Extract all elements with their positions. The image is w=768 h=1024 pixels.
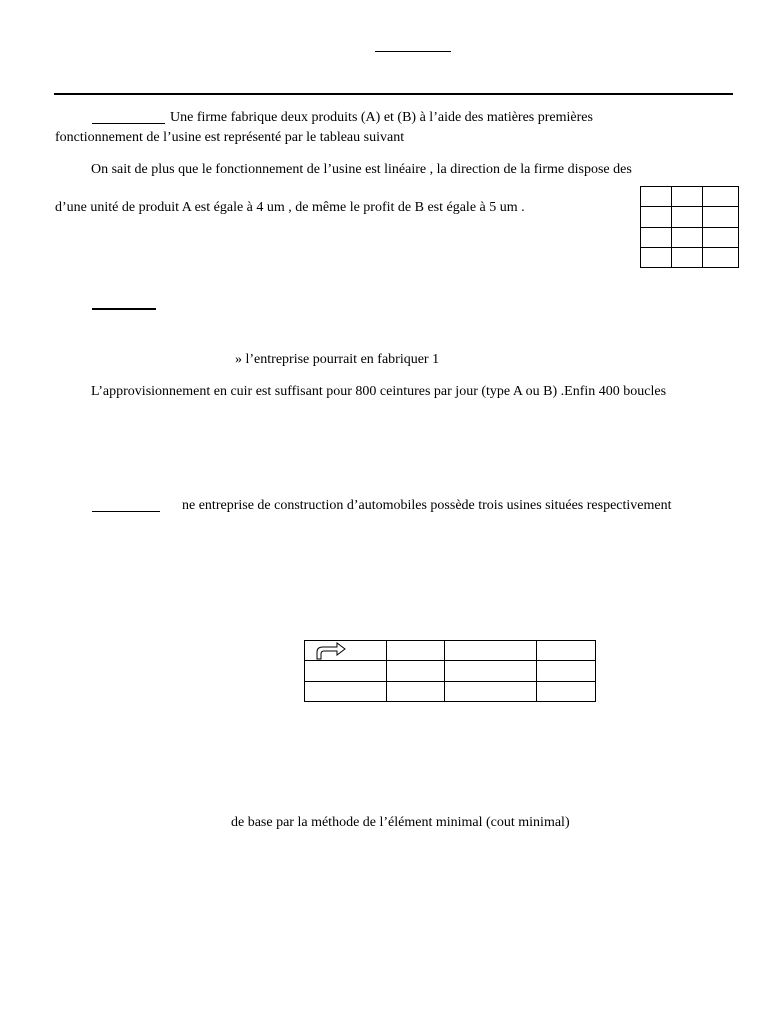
table-cell <box>672 247 703 267</box>
exercise3-intro: ne entreprise de construction d’automobiles possède trois usines situées respectivement <box>182 498 672 513</box>
table-cell <box>445 661 537 681</box>
table-cell <box>672 207 703 227</box>
table-cell <box>537 681 596 701</box>
table-cell <box>703 247 739 267</box>
table-row <box>641 187 739 207</box>
table-cell <box>641 227 672 247</box>
table-cell <box>703 187 739 207</box>
table-cell <box>672 227 703 247</box>
table-row <box>641 207 739 227</box>
table-cell <box>387 641 445 661</box>
table-cell <box>305 641 387 661</box>
transport-table <box>304 640 596 702</box>
exercise2-line2: L’approvisionnement en cuir est suffisant pour 800 ceintures par jour (type A ou B) .Enfin 400 boucles <box>91 384 667 399</box>
table-cell <box>305 681 387 701</box>
table-cell <box>537 641 596 661</box>
exercise3-footer: de base par la méthode de l’élément minimal (cout minimal) <box>231 815 570 830</box>
table-cell <box>703 207 739 227</box>
table-row <box>641 247 739 267</box>
table-cell <box>445 641 537 661</box>
resources-table <box>640 186 739 268</box>
table-row <box>305 681 596 701</box>
header-rule <box>54 93 733 95</box>
table-row <box>305 661 596 681</box>
curved-arrow-icon <box>315 642 347 665</box>
table-cell <box>445 681 537 701</box>
table-cell <box>537 661 596 681</box>
exercise1-paragraph2: d’une unité de produit A est égale à 4 um , de même le profit de B est égale à 5 um . <box>55 200 525 215</box>
exercise1-label-blank <box>92 123 165 124</box>
table-cell <box>387 681 445 701</box>
exercise2-line1: » l’entreprise pourrait en fabriquer 1 <box>235 352 440 367</box>
table-cell <box>387 661 445 681</box>
table-cell <box>641 207 672 227</box>
exercise1-intro-line2: fonctionnement de l’usine est représenté par le tableau suivant <box>55 130 405 145</box>
table-cell <box>672 187 703 207</box>
title-underline <box>375 51 451 52</box>
exercise1-intro-line1: Une firme fabrique deux produits (A) et (B) à l’aide des matières premières <box>170 110 593 125</box>
table-row <box>305 641 596 661</box>
table-cell <box>703 227 739 247</box>
exercise1-paragraph1: On sait de plus que le fonctionnement de l’usine est linéaire , la direction de la firme dispose des <box>91 162 632 177</box>
exercise3-label-blank <box>92 511 160 512</box>
table-cell <box>641 247 672 267</box>
exercise2-label-blank <box>92 308 156 310</box>
table-cell <box>641 187 672 207</box>
table-row <box>641 227 739 247</box>
